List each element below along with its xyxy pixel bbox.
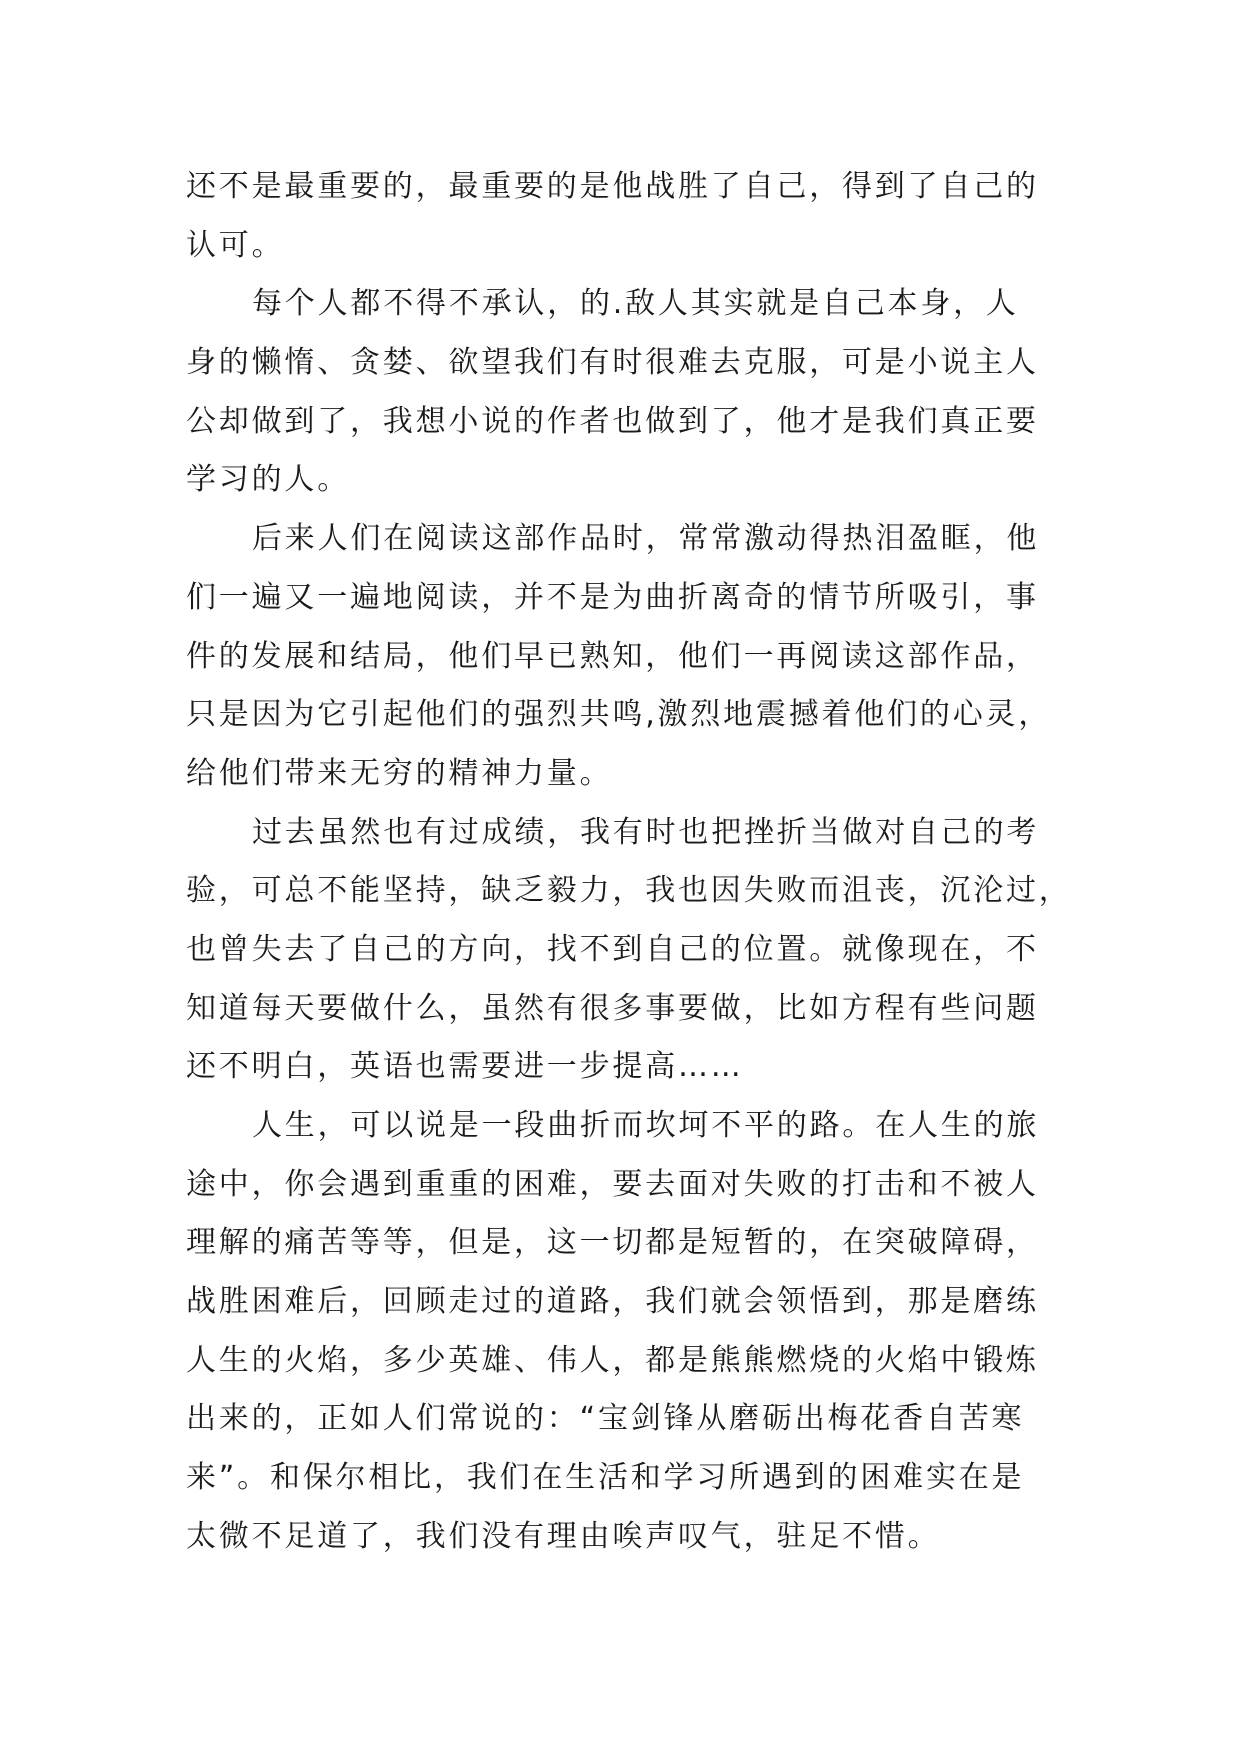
document-body [186,158,1072,1567]
text-line: 每个人都不得不承认，的.敌人其实就是自己本身，人 [252,286,1019,322]
text-line: 战胜困难后，回顾走过的道路，我们就会领悟到，那是磨练 [186,1284,1039,1320]
text-line: 人生的火焰，多少英雄、伟人，都是熊熊燃烧的火焰中锻炼 [186,1342,1039,1378]
text-line: 还不明白，英语也需要进一步提高…… [186,1049,744,1085]
text-line: 们一遍又一遍地阅读，并不是为曲折离奇的情节所吸引，事 [186,579,1039,615]
text-line: 公却做到了，我想小说的作者也做到了，他才是我们真正要 [186,403,1039,439]
text-line: 后来人们在阅读这部作品时，常常激动得热泪盈眶，他 [252,521,1040,557]
text-line: 给他们带来无穷的精神力量。 [186,755,613,791]
text-line: 太微不足道了，我们没有理由唉声叹气，驻足不惜。 [186,1518,941,1554]
text-line: 知道每天要做什么，虽然有很多事要做，比如方程有些问题 [186,990,1039,1026]
text-line: 验，可总不能坚持，缺乏毅力，我也因失败而沮丧，沉沦过， [186,873,1072,909]
text-line: 来”。和保尔相比，我们在生活和学习所遇到的困难实在是 [186,1460,1025,1496]
text-line: 出来的，正如人们常说的：“宝剑锋从磨砺出梅花香自苦寒 [186,1401,1025,1437]
text-line: 身的懒惰、贪婪、欲望我们有时很难去克服，可是小说主人 [186,345,1039,381]
text-line: 只是因为它引起他们的强烈共鸣,激烈地震撼着他们的心灵， [186,697,1052,733]
text-line: 理解的痛苦等等，但是，这一切都是短暂的，在突破障碍， [186,1225,1039,1261]
text-line: 过去虽然也有过成绩，我有时也把挫折当做对自己的考 [252,814,1040,850]
text-line: 也曾失去了自己的方向，找不到自己的位置。就像现在，不 [186,931,1039,967]
text-line: 学习的人。 [186,462,350,498]
text-line: 认可。 [186,227,285,263]
text-line: 途中，你会遇到重重的困难，要去面对失败的打击和不被人 [186,1166,1039,1202]
text-line: 人生，可以说是一段曲折而坎坷不平的路。在人生的旅 [252,1108,1040,1143]
text-line: 还不是最重要的，最重要的是他战胜了自己，得到了自己的 [186,169,1039,204]
text-line: 件的发展和结局，他们早已熟知，他们一再阅读这部作品， [186,638,1039,674]
